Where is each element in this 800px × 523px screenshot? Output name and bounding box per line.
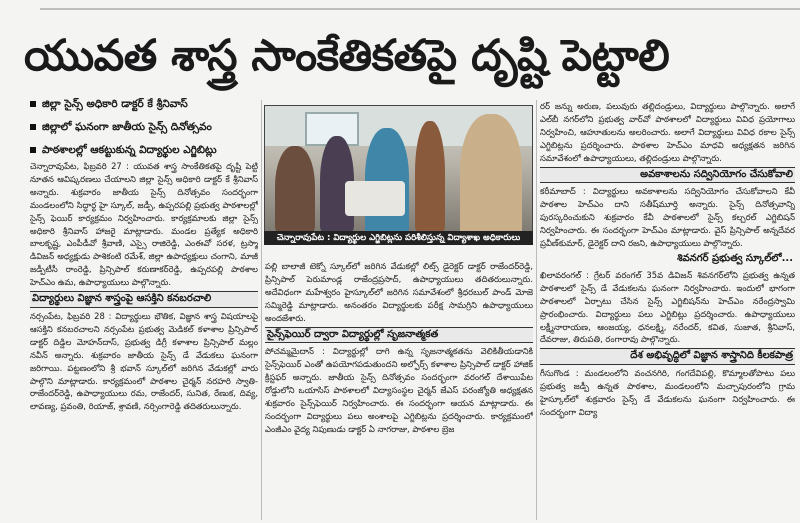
article-body: పల్లి బాలాజీ టెక్నో స్కూల్‌లో జరిగిన వేడుకల్లో లిట్స్ డైరెక్టర్ డాక్టర్ రాజేందర్‌రెడ్డి, ప్రిన్సిపాల్ పెరుమాండ్ల రాజేంద్రప్రసాద్, ఉపాధ్యాయులు తదితరులున్నారు. అదేవిధంగా మహేశ్వరం హైస్కూల్‌లో జరిగిన సమావేశంలో శ్రీధరబుల్‌ పాండ్ మోజె సమ్మిరెడ్డి మాట్లాడారు. అనంతరం విద్యార్థులకు పరీక్ష సామగ్రిని ఉపాధ్యాయులు అందజేశారు. (265, 261, 533, 323)
article-body: నర్సంపేట, ఫిబ్రవరి 28 : విద్యార్థులు భౌతిక, విజ్ఞాన శాస్త్ర విషయాలపై ఆసక్తిని కనబరచాలని నర్సంపేట ప్రభుత్వ మెడికల్ కళాశాల ప్రిన్సిపాల్ డాక్టర్ దిడ్డిల మోహన్‌దాస్, ప్రభుత్వ డిగ్రీ కళాశాల ప్రిన్సిపాల్ మల్లం నవీన్ అన్నారు. శుక్రవారం జాతీయ సైన్స్ డే వేడుకలు ఘనంగా జరిగాయి. పట్టణంలోని శ్రీ భవాన్ స్కూల్‌లో జరిగిన వేడుకల్లో వారు పాల్గొని మాట్లాడారు. కార్యక్రమంలో పాఠశాల చైర్మన్ నరహరి స్వాతి-రాజేందర్‌రెడ్డి, ఉపాధ్యాయులు రమ, రాజేందర్, సునిత, రేణుక, దివ్య, లావణ్య, ప్రవంతి, రియాజ్, శ్రావణి, నర్సింగారెడ్డి తదితరులున్నారు. (30, 310, 258, 412)
top-rule (40, 8, 800, 10)
photo-caption: చెన్నారావుపేట : విద్యార్థుల ఎగ్జిబిట్లను పరిశీలిస్తున్న విద్యాశాఖ అధికారులు (264, 231, 533, 245)
subheading: శివనగర్ ప్రభుత్వ స్కూల్‌లో... (677, 252, 793, 264)
column-3 (540, 100, 795, 521)
bullet-text: జిల్లాలో ఘనంగా జాతీయ సైన్స్ దినోత్సవం (42, 121, 212, 133)
bullet-icon (30, 101, 36, 107)
article-body: రర్ జన్ను అరుణ, పలువురు తల్లిదండ్రులు, విద్యార్థులు పాల్గొన్నారు. అలాగే ఎల్‌బీ నగర్‌లోని ప్రభుత్వ వార్‌వో పాఠశాలలో విద్యార్థులు వివిధ ప్రయోగాలు నిర్వహించి, ఆహూతులను అలరించారు. అలాగే విద్యార్థులు వివిధ రకాల సైన్స్ ఎగ్జిబిట్లను ప్రదర్శించారు. పాఠశాల హెచ్ఎం మాధవి అధ్యక్షతన జరిగిన సమావేశంలో ఉపాధ్యాయులు, తల్లిదండ్రులు పాల్గొన్నారు. (540, 101, 795, 163)
bullet-text: జిల్లా సైన్స్ అధికారి డాక్టర్ కే శ్రీనివాస్ (42, 98, 188, 110)
subheading: సైన్స్‌ఫెయిర్ ద్వారా విద్యార్థుల్లో సృజనాత్మకత (265, 327, 533, 344)
headline: యువత శాస్త్ర సాంకేతికతపై దృష్టి పెట్టాలి (24, 31, 670, 81)
subheading: విద్యార్థులు విజ్ఞాన శాస్త్రంపై ఆసక్తిని కనబరచాలి (30, 291, 258, 308)
article-body: కరీమాబాద్ : విద్యార్థులు అవకాశాలను సద్వినియోగం చేసుకోవాలని కేవీ పాఠశాల హెచ్ఎం దాని సతీష్‌మూర్తి అన్నారు. సైన్స్ దినోత్సవాన్ని పురస్కరించుకుని శుక్రవారం కేవీ పాఠశాలలో సైన్స్ కల్చరల్ ఎగ్జిబిషన్ నిర్వహించారు. ఈ సందర్భంగా హెచ్ఎం మాట్లాడారు. వైస్ ప్రిన్సిపాల్ అన్నదేవర ప్రవీణ్‌కుమార్, డైరెక్టర్ దాని రజని, ఉపాధ్యాయులు పాల్గొన్నారు. (540, 186, 795, 249)
column-divider (536, 100, 537, 520)
article-body: పోచమ్మమైదాన్ : విద్యార్థుల్లో దాగి ఉన్న సృజనాత్మకతను వెలికితీయడానికి సైన్స్‌ఫెయిర్ ఎంతో ఉపయోగపడుతుందని అల్ఫోర్స్ కళాశాల ప్రిన్సిపాల్ డాక్టర్ హాజిక్ క్రిస్టఫర్ అన్నారు. జాతీయ సైన్స్ దినోత్సవం సందర్భంగా వరంగల్ దేశాయిపేట రోడ్డులోని ఒయాసిస్ పాఠశాలలో విద్యాసంస్థల చైర్మన్ జేఎస్ పరంజ్యోతి అధ్యక్షతన శుక్రవారం సైన్స్‌ఫెయిర్ నిర్వహించారు. ఈ సందర్భంగా ఆయన మాట్లాడారు. ఈ సందర్భంగా విద్యార్థులు పలు అంశాలపై ఎగ్జిబిట్లను ప్రదర్శించారు. కార్యక్రమంలో ఎంజీఎం వైద్య నిపుణుడు డాక్టర్ ఏ నాగరాజు, పాఠశాల బ్రెజ (265, 346, 533, 434)
bullet-item (30, 98, 255, 113)
summary-bullets (30, 98, 255, 167)
bullet-text: పాఠశాలల్లో ఆకట్టుకున్న విద్యార్థుల ఎగ్జిబిట్లు (42, 144, 217, 156)
news-photo (264, 105, 533, 233)
subheading: అవకాశాలను సద్వినియోగం చేసుకోవాలి (540, 167, 795, 184)
column-2 (265, 260, 533, 522)
article-body: ఖిలావరంగల్ : గ్రేటర్ వరంగల్ 35వ డివిజన్ శివనగర్‌లోని ప్రభుత్వ ఉన్నత పాఠశాలలో సైన్స్ డే వేడుకలను ఘనంగా నిర్వహించారు. ఇందులో భాగంగా పాఠశాలలో ఏర్పాటు చేసిన సైన్స్ ఎగ్జిబిషన్‌ను హెచ్ఎం నరేంద్రస్వామి ప్రారంభించారు. విద్యార్థులు పలు ఎగ్జిబిట్లు ప్రదర్శించారు. ఉపాధ్యాయులు లక్ష్మీనారాయణ, ఆంజయ్య, ధనలక్ష్మి, నరేందర్, కవిత, సుజాత, శ్రీనివాస్, దేవరాజు, తిరుపతి, రంగారావు పాల్గొన్నారు. (540, 269, 795, 345)
article-intro: చెన్నారావుపేట, ఫిబ్రవరి 27 : యువత శాస్త్ర సాంకేతికతపై దృష్టి పెట్టి నూతన ఆవిష్కరణలు చేయాలని జిల్లా సైన్స్ అధికారి డాక్టర్ కే శ్రీనివాస్ అన్నారు. శుక్రవారం జాతీయ సైన్స్ దినోత్సవం సందర్భంగా మండలంలోని సిద్ధార్థ హై స్కూల్, జడ్పీ, ఉప్పరపల్లి ప్రభుత్వ పాఠశాలల్లో సైన్స్ ఫెయిర్ కార్యక్రమం నిర్వహించారు. కార్యక్రమాలకు జిల్లా సైన్స్ అధికారి శ్రీనివాస్ హాజరై మాట్లాడారు. మండల ప్రత్యేక అధికారి బాలకృష్ణ, ఎంపీడీవో శ్రీవాణి, ఎస్సై రాజిరెడ్డి, ఎంఈవో సరళ, ట్రస్మా డివిజన్ అధ్యక్షుడు పాశికంటి రమేశ్, జిల్లా ఉపాధ్యక్షులు చంగాని, మాజీ జడ్పీటీసీ రాంరెడ్డి, ప్రిన్సిపాల్ కరుణాకర్‌రెడ్డి, ఉప్పరపల్లి పాఠశాల హెచ్ఎం ఉమ, ఉపాధ్యాయులు పాల్గొన్నారు. (30, 161, 258, 288)
bullet-icon (30, 147, 36, 153)
column-1 (30, 160, 258, 520)
column-divider (261, 100, 262, 520)
bullet-icon (30, 124, 36, 130)
article-body: గీసుగొండ : మండలంలోని వంచనగిరి, గంగదేవిపల్లి, కొమ్మాలతోపాటు పలు ప్రభుత్వ జడ్పీ ఉన్నత పాఠశాల, మండలంలోని మచ్చాపురంలోని గ్రామ హైస్కూల్‌లో శుక్రవారం సైన్స్ డే వేడుకలను ఘనంగా నిర్వహించారు. ఈ సందర్భంగా విద్యా (540, 368, 795, 417)
bullet-item (30, 121, 255, 136)
bullet-item (30, 144, 255, 159)
subheading: దేశ అభివృద్ధిలో విజ్ఞాన శాస్త్రానిది కీలకపాత్ర (540, 348, 795, 365)
